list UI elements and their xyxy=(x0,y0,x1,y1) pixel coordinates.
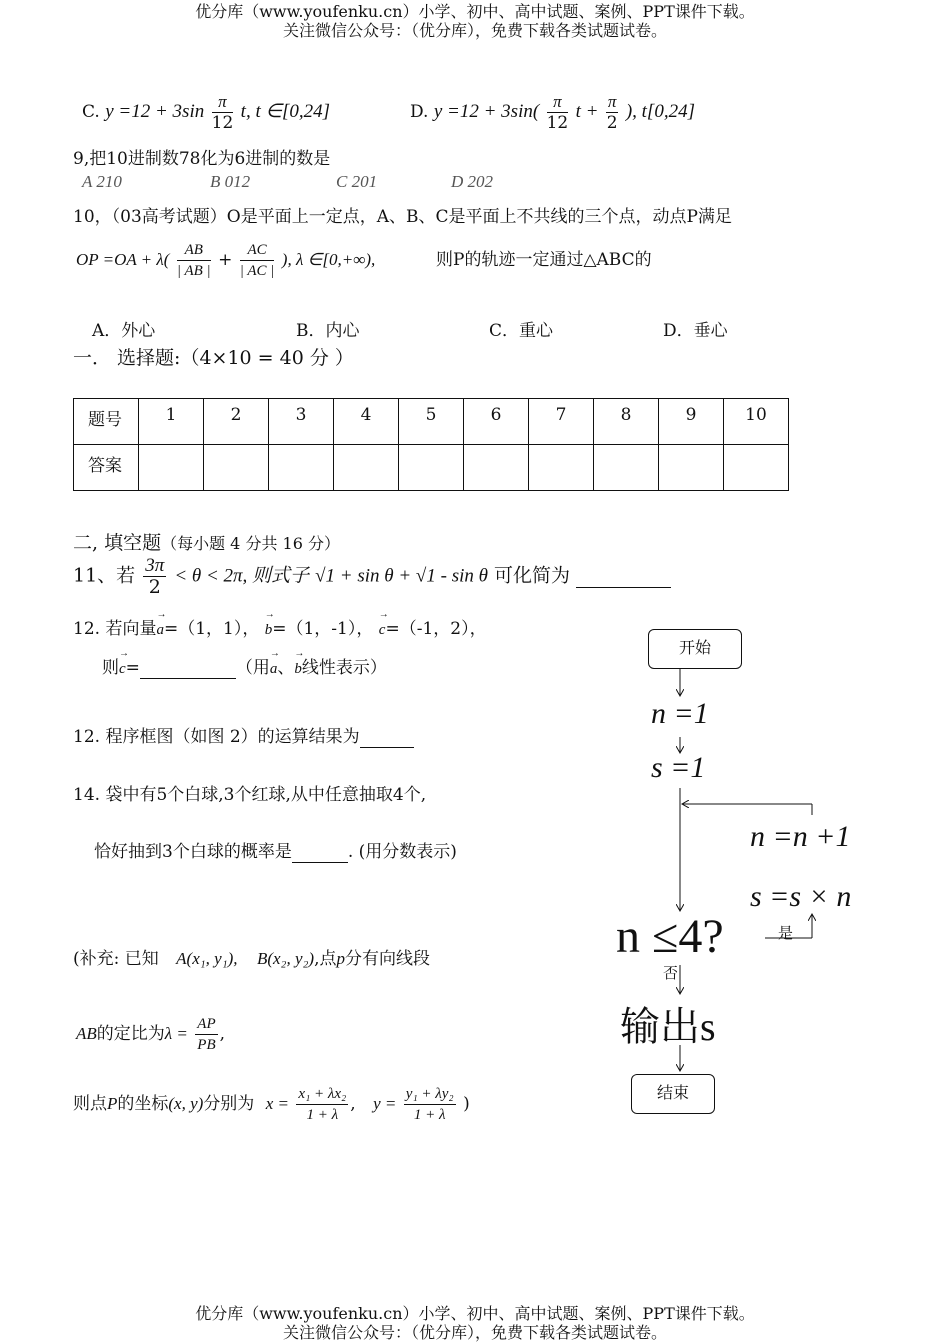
table-cell: 答案 xyxy=(74,445,139,491)
q10-option-c: C．重心 xyxy=(489,321,554,341)
table-cell: 9 xyxy=(659,399,724,445)
table-cell: 6 xyxy=(464,399,529,445)
q12-program: 12. 程序框图（如图 2）的运算结果为 xyxy=(73,722,414,748)
flow-yes-label: 是 xyxy=(778,924,794,942)
flow-n-inc: n =n +1 xyxy=(750,820,851,853)
q12-vectors-line2: 则→ c= （用→ a、→ b线性表示） xyxy=(102,653,387,679)
supplement-line3: 则点P的坐标(x, y)分别为 x = $\frac{\text{x₁ + λx₂}}{1 + \lambda}$ , y = $\frac{\text{y₁ + λy₂}}{1 + \lambda}$ ) xyxy=(73,1086,470,1123)
q11: 11、若 $\frac{3\pi}{2}$ < θ < 2π, 则式子 √1 + sin θ + √1 - sin θ 可化简为 xyxy=(73,556,671,597)
supplement-line1: (补充: 已知 A(x₁, y₁), B(x₂, y₂),点p分有向线段 xyxy=(73,949,430,969)
flow-condition: n ≤4? xyxy=(616,910,724,963)
flow-s-init: s =1 xyxy=(651,751,706,784)
flow-start: 开始 xyxy=(648,629,742,669)
q10-option-a: A．外心 xyxy=(92,321,156,341)
supplement-line2: AB的定比为λ = $\frac{AP}{PB}$ , xyxy=(76,1016,226,1053)
q8-option-d: D. y =12 + 3sin( $\frac{\pi}{12}$ t + $\frac{\pi}{2}$ ), t[0,24] xyxy=(410,92,695,133)
footer-line-2: 关注微信公众号：（优分库），免费下载各类试题试卷。 xyxy=(282,1323,667,1342)
table-cell: 10 xyxy=(724,399,789,445)
table-cell: 8 xyxy=(594,399,659,445)
flow-s-mul: s =s × n xyxy=(750,880,852,913)
table-cell: 5 xyxy=(399,399,464,445)
q9-option-a: A 210 xyxy=(82,172,122,191)
q12-vectors: 12. 若向量→ a=（1，1）， → b=（1，-1）， → c=（-1，2）， xyxy=(73,614,487,639)
q9-option-c: C 201 xyxy=(336,172,378,191)
q10-text: 10，（03高考试题）O是平面上一定点，A、B、C是平面上不共线的三个点，动点P满足 xyxy=(73,207,732,227)
section1-title: 一． 选择题:（4×10 = 40 分 ） xyxy=(73,347,354,369)
q14-line1: 14. 袋中有5个白球,3个红球,从中任意抽取4个, xyxy=(73,785,427,805)
q10-option-b: B．内心 xyxy=(296,321,360,341)
q9-option-b: B 012 xyxy=(210,172,251,191)
header-line-1: 优分库（www.youfenku.cn）小学、初中、高中试题、案例、PPT课件下载。 xyxy=(195,2,755,21)
flow-end: 结束 xyxy=(631,1074,715,1114)
q8-option-c: C. y =12 + 3sin $\frac{\pi}{12}$ t, t ∈[0,24] xyxy=(82,92,331,133)
flow-n-init: n =1 xyxy=(651,697,709,730)
footer-line-1: 优分库（www.youfenku.cn）小学、初中、高中试题、案例、PPT课件下载。 xyxy=(195,1304,755,1323)
q10-formula: OP =OA + λ( $\frac{AB}{| AB |}$ + $\frac{AC}{| AC |}$ ), λ ∈[0,+∞), xyxy=(76,242,376,279)
section2-title: 二, 填空题（每小题 4 分共 16 分） xyxy=(73,532,340,554)
pi-over-12: $\frac{\pi}{12}$ xyxy=(211,92,234,133)
table-cell: 1 xyxy=(139,399,204,445)
q10-option-d: D．垂心 xyxy=(663,321,728,341)
table-cell: 3 xyxy=(269,399,334,445)
table-cell: 7 xyxy=(529,399,594,445)
table-cell: 2 xyxy=(204,399,269,445)
table-cell: 4 xyxy=(334,399,399,445)
flow-no-label: 否 xyxy=(663,964,679,982)
flow-output: 输出s xyxy=(620,1004,716,1049)
q10-tail: 则P的轨迹一定通过△ABC的 xyxy=(436,250,652,270)
header-line-2: 关注微信公众号：（优分库），免费下载各类试题试卷。 xyxy=(282,21,667,40)
q14-line2: 恰好抽到3个白球的概率是 . (用分数表示) xyxy=(94,842,457,862)
q9-option-d: D 202 xyxy=(451,172,494,191)
table-cell: 题号 xyxy=(74,399,139,445)
q9-text: 9,把10进制数78化为6进制的数是 xyxy=(73,149,331,169)
